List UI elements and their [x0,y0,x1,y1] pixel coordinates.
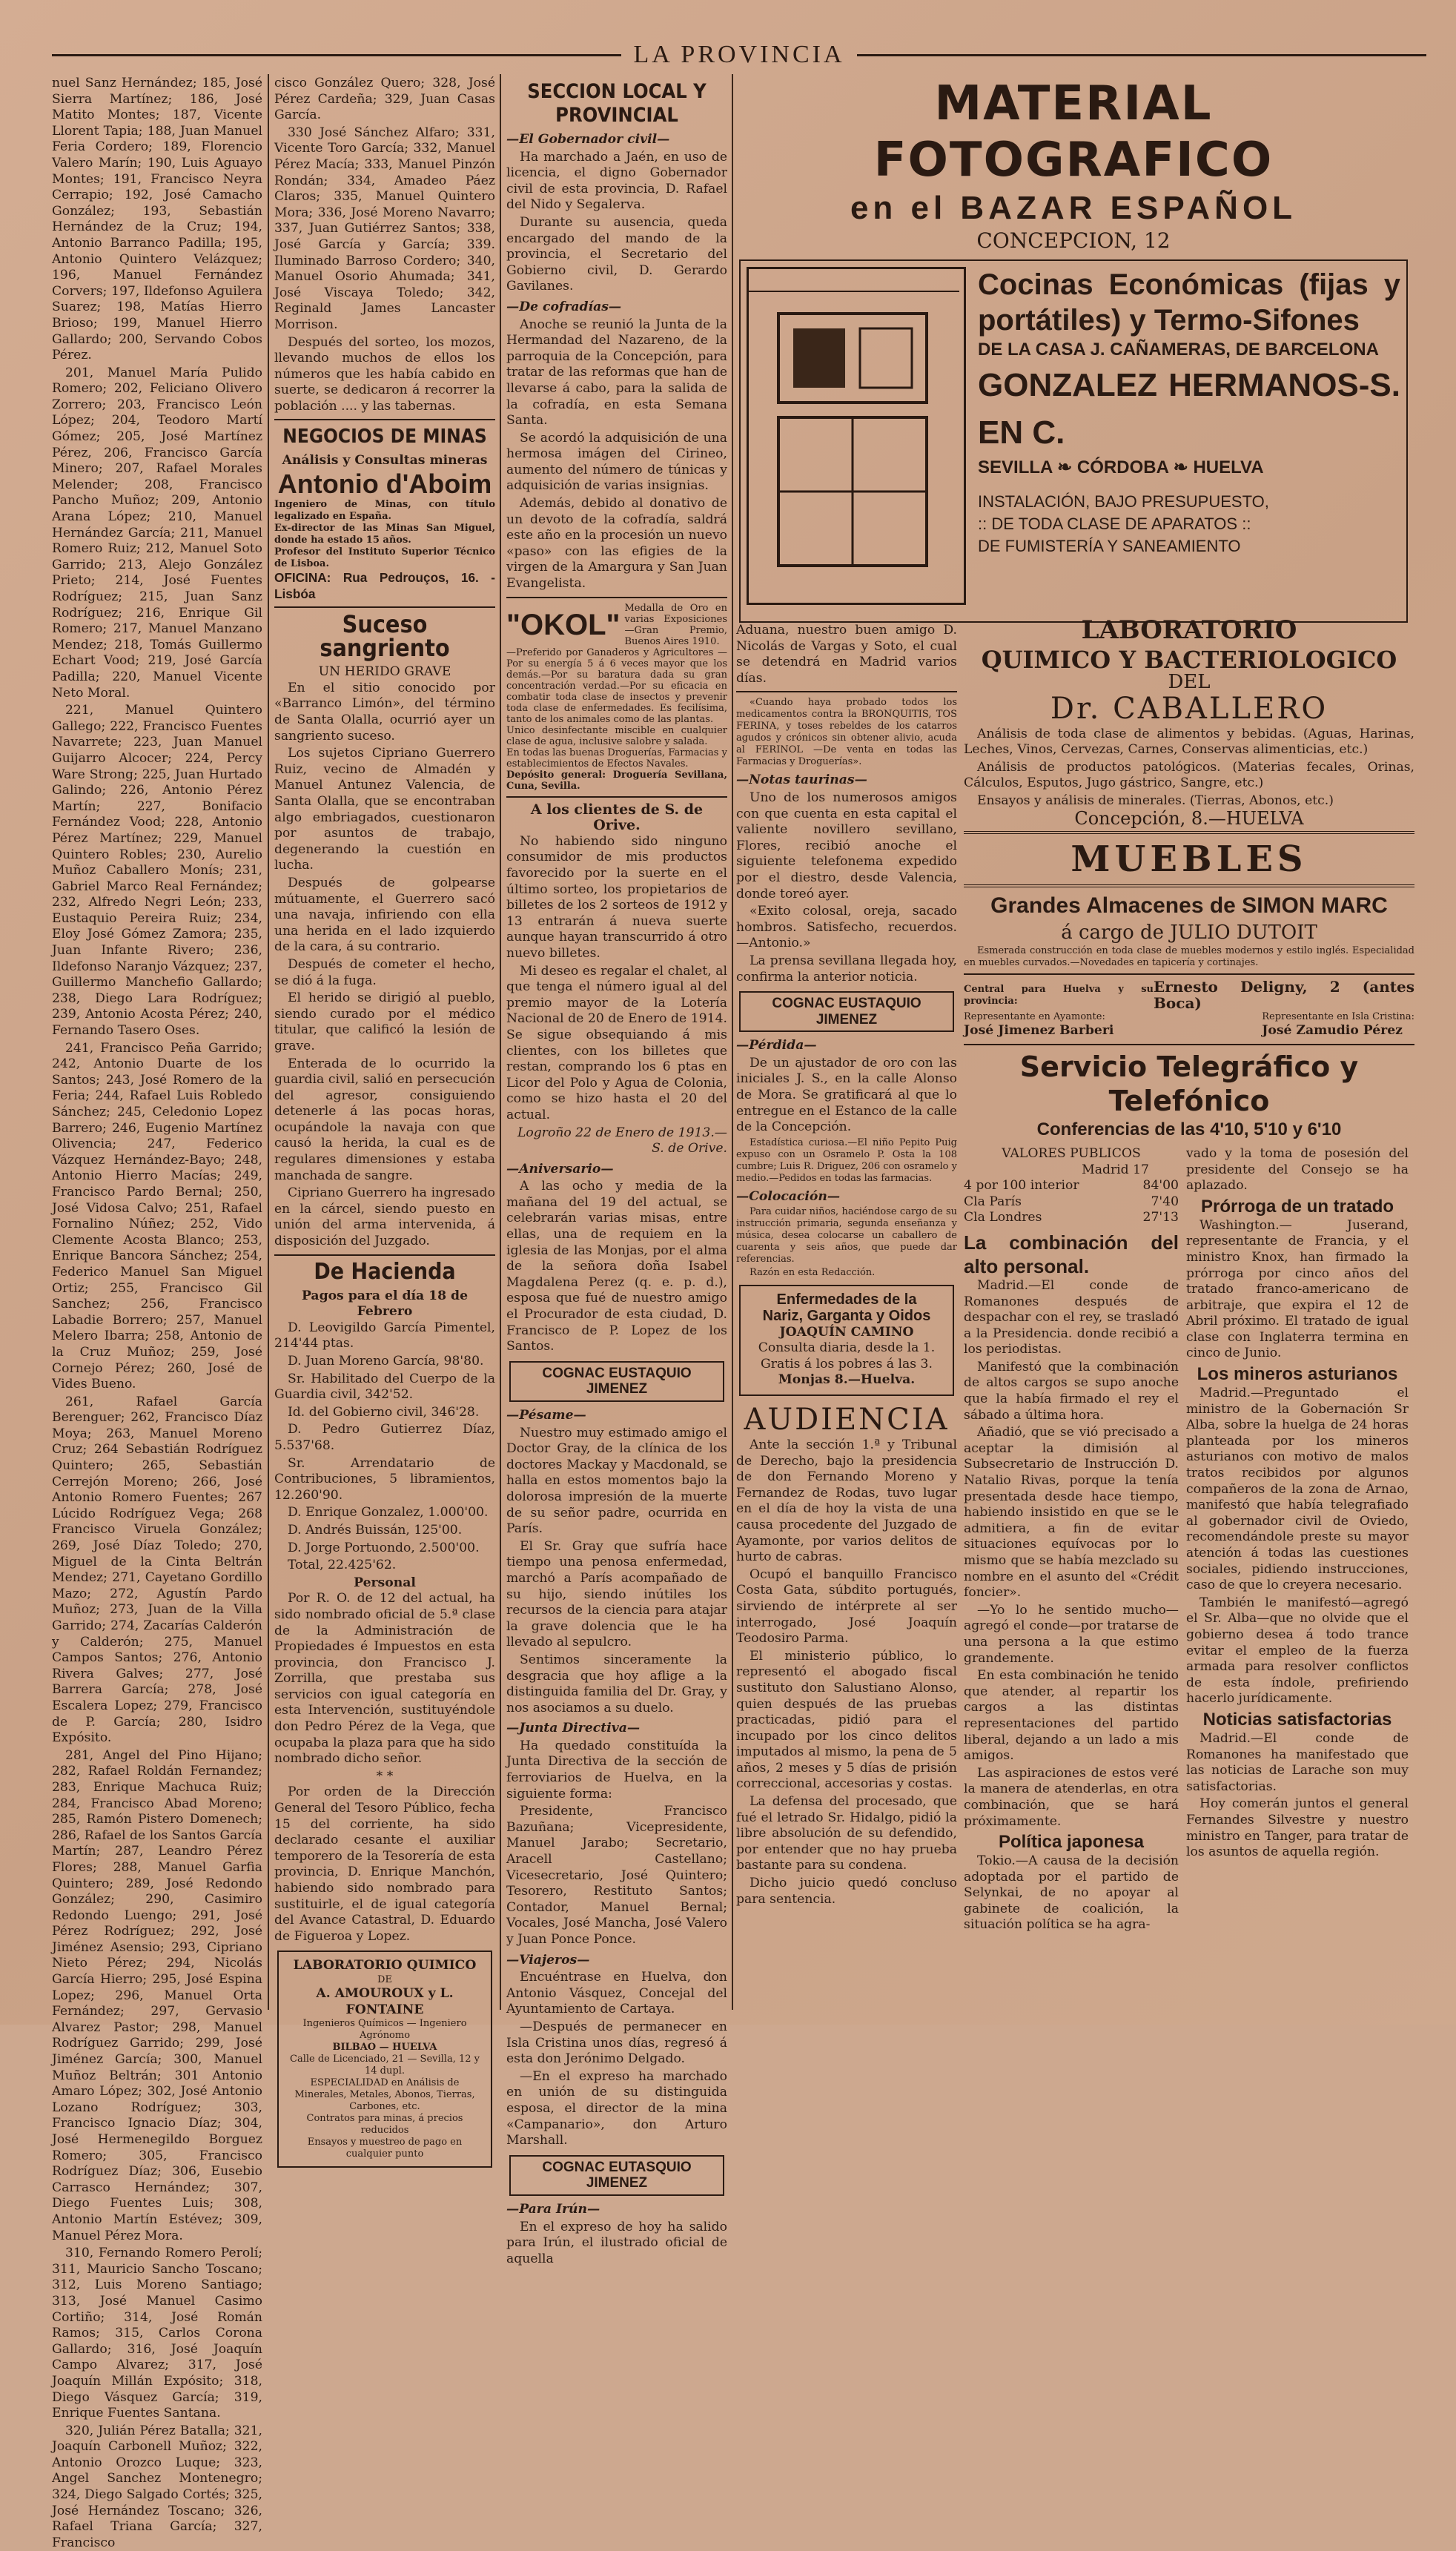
cognac-ad: COGNAC EUSTAQUIO JIMENEZ [509,1361,724,1402]
article-paragraph: También le manifestó—agregó el Sr. Alba—que no olvide que el gobierno desea á todo trance evitar el empleo de la fuerza armada para resolver conflictos de esta índole, prefiriendo hacerlo jurídicamente. [1186,1595,1409,1707]
article-paragraph: vado y la toma de posesión del presidente del Consejo se ha aplazado. [1186,1145,1409,1194]
cognac-ad: COGNAC EUTASQUIO JIMENEZ [509,2155,724,2196]
okol-text: —Preferido por Ganaderos y Agricultores —Por su energía 5 á 6 veces mayor que los demás.—Por su baratura dada su gran concentración verdad.—Por su eficacia en combatir toda clase de insectos y prevenir toda clase de enfermedades. Es fecilísima, tanto de los animales como de las plantas. [506,646,727,725]
rep-isla-cristina [1262,1011,1414,1039]
okol-medal: Medalla de Oro en varias Exposiciones —Gran Premio, Buenos Aires 1910. [624,602,727,647]
article-paragraph: Los sujetos Cipriano Guerrero Ruiz, vecino de Almadén y Manuel Antunez Valencia, de Santa Olalla, que se encontraban algo embriagados, cuestionaron por asuntos de trabajo, degenerando la cuestión en lucha. [274,746,495,873]
valores-value: 7'40 [1151,1194,1179,1209]
lab-caballero-text: Ensayos y análisis de minerales. (Tierras, Abonos, etc.) [977,793,1334,808]
column-separator [268,74,269,2010]
cognac-ad: COGNAC EUSTAQUIO JIMENEZ [739,991,954,1032]
subsection-heading: —Junta Directiva— [506,1721,641,1736]
politica-heading: Política japonesa [998,1832,1145,1853]
column-separator [500,74,501,2010]
column-2 [274,76,495,2160]
divider [964,1044,1414,1045]
rep-ayamonte [964,1011,1113,1039]
instalacion-line: INSTALACIÓN, BAJO PRESUPUESTO, [978,492,1269,511]
minas-line: Ingeniero de Minas, con título legalizado en España. [274,499,495,523]
hacienda-item: Id. del Gobierno civil, 346'28. [288,1404,480,1420]
central-row [964,979,1414,1011]
article-paragraph: Dicho juicio quedó concluso para sentencia. [736,1876,957,1907]
gonzalez-name: GONZALEZ HERMANOS-S. EN C. [978,367,1400,451]
prorroga-heading: Prórroga de un tratado [1200,1196,1394,1217]
lab-caballero-address: Concepción, 8.—HUELVA [1074,807,1304,829]
subsection-heading: —Viajeros— [506,1952,590,1968]
suceso-heading: Suceso sangriento [320,610,450,663]
material-fotografico-heading: MATERIAL FOTOGRAFICO [873,76,1274,188]
article-paragraph: Aduana, nuestro buen amigo D. Nicolás de Vargas y Soto, el cual se detendrá en Madrid varios días. [736,623,957,686]
article-paragraph: cisco González Quero; 328, José Pérez Cardeña; 329, Juan Casas García. [274,76,495,123]
divider [274,606,495,608]
article-paragraph: 201, Manuel María Pulido Romero; 202, Feliciano Olivero Zorrero; 203, Francisco León López; 204, Teodoro Martí Gómez; 205, José Martínez Pérez, 206, Francisco García Minero; 207, Rafael Morales Melender; 208, Francisco Pancho Muñoz; 209, Antonio Arana López; 210, Manuel Hernández García; 211, Manuel Romero Ruiz; 212, Manuel Soto Garrido; 213, Alejo González Prieto; 214, José Fuentes Rodríguez; 215, Juan Sanz Rodríguez; 216, Enrique Gil Romero; 217, Manuel Manzano Mendez; 218, Tomás Guillermo Echart Vood; 219, José García Padilla; 220, Manuel Vicente Neto Moral. [52,365,262,701]
hacienda-item: Total, 22.425'62. [288,1558,397,1573]
article-paragraph: No habiendo sido ninguno consumidor de mis productos favorecido por la suerte en el último sorteo, los propietarios de billetes de los 2 sorteos de 1912 y 13 entrarán á nueva suerte aunque hayan transcurrido á otro nuevo billetes. [506,833,727,961]
stove-drawing [749,269,959,598]
telegrafico-sub: Conferencias de las 4'10, 5'10 y 6'10 [1036,1119,1342,1139]
telegrafico-heading: Servicio Telegráfico y Telefónico [1019,1050,1359,1117]
hacienda-item: D. Jorge Portuondo, 2.500'00. [288,1540,480,1555]
article-paragraph: La prensa sevillana llegada hoy, confirma la anterior noticia. [736,953,957,985]
article-paragraph: Por R. O. de 12 del actual, ha sido nombrado oficial de 5.ª clase de la Administración de Propiedades é Impuestos en esta provincia, don Francisco J. Zorrilla, que prestaba sus servicios con igual categoría en esta Intervención, sustituyéndole don Pedro Pérez de la Vega, que ocupaba la plaza para que ha sido nombrado dicho señor. [274,1591,495,1767]
article-paragraph: En el sitio conocido por «Barranco Limón», del término de Santa Olalla, ocurrió ayer un sangriento suceso. [274,680,495,744]
muebles-manager: á cargo de JULIO DUTOIT [1061,922,1317,944]
article-paragraph: «Exito colosal, oreja, sacado hombros. Satisfecho, recuerdos.—Antonio.» [736,904,957,951]
divider [274,419,495,420]
cocinas-title: Cocinas Económicas (fijas y portátiles) y Termo-Sifones [978,268,1400,337]
article-paragraph: Tokio.—A causa de la decisión adoptada por el partido de Selynkai, de no apoyar al gabinete de coalición, la situación política se ha agra- [964,1853,1179,1933]
lab-samples: Ensayos y muestreo de pago en cualquier punto [307,2137,463,2160]
lab-caballero-text: Análisis de toda clase de alimentos y bebidas. (Aguas, Harinas, Leches, Vinos, Cervezas, Carnes, Conservas alimenticias, etc.) [964,726,1414,758]
article-paragraph: —Yo lo he sentido mucho—agregó el conde—por tratarse de una persona a la que estimo grandemente. [964,1602,1179,1666]
article-paragraph: —En el expreso ha marchado en unión de su distinguida esposa, el director de la mina «Campanario», don Arturo Marshall. [506,2068,727,2148]
valores-table [964,1178,1179,1226]
article-paragraph: nuel Sanz Hernández; 185, José Sierra Martínez; 186, José Matito Montes; 187, Vicente Llorent Tapia; 188, Juan Manuel Feria Cordero; 189, Florencio Valero Marín; 190, Luis Aguayo Montes; 191, Francisco Neyra Cerrapio; 192, José Camacho González; 193, Sebastián Hernández de la Cruz; 194, Antonio Barranco Padilla; 195, Antonio Quintero Velázquez; 196, Manuel Fernández Corvers; 197, Ildefonso Aguilera Suarez; 198, Matías Hierro Brioso; 199, Manuel Hierro Gallardo; 200, Servando Cobos Pérez. [52,76,262,363]
okol-depot: Depósito general: Droguería Sevillana, Cuna, Sevilla. [506,769,727,792]
article-paragraph: A las ocho y media de la mañana del 19 del actual, se celebrarán varias misas, entre ellas, una de requiem en la iglesia de las Monjas, por el alma de la señora doña Isabel Magdalena Perez (q. e. p. d.), esposa que fué de nuestro amigo el Procurador de esta ciudad, D. Francisco de P. Lopez de los Santos. [506,1179,727,1354]
article-paragraph: De un ajustador de oro con las iniciales J. S., en la calle Alonso de Mora. Se gratificará al que lo entregue en el Estanco de la calle de la Concepción. [736,1055,957,1135]
masthead-title: LA PROVINCIA [633,41,845,68]
lab-caballero-text: Análisis de productos patológicos. (Materias fecales, Orinas, Cálculos, Esputos, Jugo gástrico, Sangre, etc.) [964,759,1414,791]
lab-cities: BILBAO — HUELVA [332,2042,437,2054]
muebles-heading: MUEBLES [1071,838,1308,881]
column-separator [732,74,733,2010]
hacienda-item: Sr. Arrendatario de Contribuciones, 5 libramientos, 12.260'90. [274,1455,495,1503]
article-paragraph: 310, Fernando Romero Perolí; 311, Mauricio Sancho Toscano; 312, Luis Moreno Santiago; 313, José Manuel Casimo Cortiño; 314, José Román Ramos; 315, Carlos Corona Gallardo; 316, José Joaquín Campo Alvarez; 317, José Joaquín Millán Expósito; 318, Diego Vásquez García; 319, Enrique Fuentes Santana. [52,2246,262,2421]
masthead-rule-right [857,54,1426,56]
article-paragraph: Estadística curiosa.—El niño Pepito Puig expuso con un Osramelo P. Osta la 108 cumbre; Luis R. Driguez, 206 con osramelo y medio.—Pedidos en todas las farmacias. [736,1136,957,1184]
minas-office: OFICINA: Rua Pedrouços, 16. - Lisbóa [274,570,495,601]
article-paragraph: Además, debido al donativo de un devoto de la cofradía, saldrá este año en la procesión un nuevo «paso» con las efigies de la virgen de la Amargura y San Juan Evangelista. [506,496,727,592]
subsection-heading: —El Gobernador civil— [506,132,670,147]
lab-specialty: ESPECIALIDAD en Análisis de Minerales, Metales, Abonos, Tierras, Carbones, etc. [294,2077,475,2113]
divider [274,1254,495,1256]
article-paragraph: Añadió, que se vió precisado a aceptar la dimisión al Subsecretario de Instrucción D. Natalio Rivas, porque la tenía presentada desde hace tiempo, habiendo insistido en que se le admitiera, a fin de evitar situaciones equívocas por lo mismo que se había mezclado su nombre en el asunto del «Crédit foncier». [964,1425,1179,1601]
enf-line: Enfermedades de la [776,1291,917,1308]
hacienda-item: Sr. Habilitado del Cuerpo de la Guardia civil, 342'52. [274,1371,495,1403]
article-paragraph: En el expreso de hoy ha salido para Irún, el ilustrado oficial de aquella [506,2219,727,2266]
article-paragraph: Anoche se reunió la Junta de la Hermandad del Nazareno, de la parroquia de la Concepción, para tratar de las reformas que han de llevarse á cabo, para la salida de la cofradía, en esta Semana Santa. [506,317,727,429]
valores-label: Cla París [964,1194,1022,1209]
minas-heading: NEGOCIOS DE MINAS [282,426,487,449]
masthead-rule-left [52,54,621,56]
lab-caballero-l1: LABORATORIO [1081,615,1297,645]
divider [964,884,1414,887]
article-paragraph: Para cuidar niños, haciéndose cargo de su instrucción primaria, segunda enseñanza y música, desea colocarse un caballero de cuarenta y seis años, que puede dar referencias. [736,1206,957,1265]
enf-line: Gratis á los pobres á las 3. [761,1356,933,1372]
lab-caballero-l2: QUIMICO Y BACTERIOLOGICO [981,646,1397,674]
article-paragraph: Washington.— Juserand, representante de Francia, y el ministro Knox, han firmado la prórroga por cinco años del tratado franco-americano de arbitraje, que expira el 12 de Abril próximo. El tratado de igual clase con Inglaterra termina en cinco de Junio. [1186,1217,1409,1361]
hacienda-list [274,1320,495,1574]
enf-address: Monjas 8.—Huelva. [778,1372,916,1388]
rep-name: José Jimenez Barberi [964,1023,1114,1039]
lab-contracts: Contratos para minas, á precios reducidos [306,2113,463,2137]
lab-caballero-del: DEL [1168,671,1211,693]
enfermedades-ad [739,1285,954,1396]
material-subheading: en el BAZAR ESPAÑOL [850,190,1297,226]
article-paragraph: 281, Angel del Pino Hijano; 282, Rafael Roldán Fernandez; 283, Enrique Machuca Ruiz; 284, Francisco Abad Moreno; 285, Ramón Pistero Domenech; 286, Rafael de los Santos García Martín; 287, Leandro Pérez Flores; 288, Manuel Garfia Quintero; 289, José Redondo González; 290, Casimiro Redondo Luengo; 291, José Pérez Rodríguez; 292, José Jiménez Asensio; 293, Cipriano Nieto Pérez; 294, Nicolás García Hierro; 295, José Espina Lopez; 296, Manuel Orta Fernández; 297, Gervasio Alvarez Pastor; 298, Manuel Rodríguez Garrido; 299, José Jiménez García; 300, Manuel Muñoz Beltrán; 301 Antonio Amaro López; 302, José Antonio Lozano Rodríguez; 303, Francisco Ignacio Díaz; 304, José Hermenegildo Borguez Romero; 305, Francisco Rodríguez Díaz; 306, Eusebio Carrasco Hernández; 307, Diego Fuentes Luis; 308, Antonio Martín Estévez; 309, Manuel Pérez Mora. [52,1747,263,2243]
article-paragraph: —Después de permanecer en Isla Cristina unos días, regresó á esta don Jerónimo Delgado. [506,2019,727,2067]
noticias-heading: Noticias satisfactorias [1202,1709,1392,1730]
valores-value: 27'13 [1142,1210,1179,1225]
column-4 [736,623,957,2009]
enf-line: Consulta diaria, desde la 1. [758,1340,936,1356]
ferinol-ad: «Cuando haya probado todos los medicamentos contra la BRONQUITIS, TOS FERINA, y toses rebeldes de los catarros agudos y crónicos sin obtener alivio, acuda al FERINOL —De venta en todas las Farmacias y Droguerías». [736,697,957,768]
personal-heading: Personal [354,1575,416,1590]
article-paragraph: Después de golpearse mútuamente, el Guerrero sacó una navaja, infiriendo con ella una herida en el lado izquierdo de la cara, á su contrario. [274,875,495,955]
hacienda-item: D. Enrique Gonzalez, 1.000'00. [288,1505,489,1521]
article-paragraph: Las aspiraciones de estos veré la manera de atenderlas, en otra combinación, que se hará próximamente. [964,1765,1179,1829]
stove-illustration [747,267,966,605]
valores-row [964,1210,1179,1226]
cocinas-house: DE LA CASA J. CAÑAMERAS, DE BARCELONA [978,340,1379,360]
article-paragraph: Madrid.—Preguntado el ministro de la Gobernación Sr Alba, sobre la huelga de 24 horas planteada por los mineros asturianos con motivo de malos tratos recibidos por algunos compañeros de la zona de Arnao, manifestó que había telegrafiado al gobernador civil de Oviedo, recomendándole preste su mayor atención á todas las cuestiones sociales, pidiendo instrucciones, caso de que lo creyera necesario. [1186,1386,1409,1593]
subsection-heading: —Pérdida— [736,1038,817,1053]
enf-doctor: JOAQUÍN CAMINO [779,1324,914,1340]
signature: Logroño 22 de Enero de 1913.— S. de Orive. [517,1125,727,1157]
article-paragraph: El Sr. Gray que sufría hace tiempo una penosa enfermedad, marchó a París acompañado de su hijo, siendo inútiles los recursos de la ciencia para atajar la grave dolencia que le ha llevado al sepulcro. [506,1538,727,1650]
article-paragraph: Presidente, Francisco Bazuñana; Vicepresidente, Manuel Jarabo; Secretario, Aracell Castellano; Vicesecretario, José Quintero; Tesorero, Restituto Santos; Contador, Manuel Bernal; Vocales, José Mancha, José Valero y Juan Ponce Ponce. [506,1804,727,1947]
article-paragraph: Después de cometer el hecho, se dió á la fuga. [274,956,495,988]
okol-text: En todas las buenas Droguerías, Farmacias y establecimientos de Efectos Navales. [506,747,727,770]
rep-name: José Zamudio Pérez [1262,1023,1403,1039]
mineros-heading: Los mineros asturianos [1197,1364,1398,1385]
valores-row [964,1178,1179,1194]
article-paragraph: Durante su ausencia, queda encargado del mando de la provincia, el Secretario del Gobierno civil, D. Gerardo Gavilanes. [506,214,727,294]
column-1 [52,76,263,2550]
valores-row [964,1194,1179,1211]
material-address: CONCEPCION, 12 [976,228,1171,253]
central-name: Ernesto Deligny, 2 (antes Boca) [1154,978,1414,1012]
rep-label: Representante en Isla Cristina: [1262,1011,1414,1023]
article-paragraph: Encuéntrase en Huelva, don Antonio Vásquez, Concejal del Ayuntamiento de Cartaya. [506,1970,727,2017]
minas-line: Profesor del Instituto Superior Técnico de Lisboa. [274,546,495,570]
article-paragraph: En esta combinación he tenido que atender, al repartir los cargos a las distintas representaciones del partido liberal, dejando a un lado a mis amigos. [964,1668,1179,1764]
article-paragraph: 241, Francisco Peña Garrido; 242, Antonio Duarte de los Santos; 243, José Romero de la Feria; 244, Rafael Luis Robledo Sánchez; 245, Celedonio Lopez Barrero; 246, Eugenio Martínez Olivencia; 247, Federico Vázquez Hernández-Bayo; 248, Antonio Hierro Macías; 249, Francisco Pardo Bernal; 250, José Vidosa Calvo; 251, Rafael Fornalino Núñez; 252, Vido Clemente Acosta Blanco; 253, Enrique Bancora Sánchez; 254, Federico Manuel San Miguel Ortiz; 255, Francisco Gil Sanchez; 256, Francisco Labadie Borrero; 257, Manuel Melero Ibarra; 258, Antonio de la Cruz Muñoz; 259, José Cornejo Pérez; 260, José de Vides Bueno. [52,1040,262,1392]
article-paragraph: Ante la sección 1.ª y Tribunal de Derecho, bajo la presidencia de don Fernando Moreno y Fernandez de Rodas, tuvo lugar en el día de hoy la vista de una causa procedente del Juzgado de Ayamonte, por varios delitos de hurto de cabras. [736,1437,957,1565]
article-paragraph: Ha quedado constituída la Junta Directiva de la sección de ferroviarios de Huelva, en la siguiente forma: [506,1738,727,1801]
article-paragraph: Nuestro muy estimado amigo el Doctor Gray, de la clínica de los doctores Mackay y Macdonald, se halla en estos momentos bajo la dolorosa impresión de la muerte de su señor padre, ocurrida en París. [506,1425,727,1537]
lab-profession: Ingenieros Químicos — Ingeniero Agrónomo [302,2018,467,2042]
minas-name: Antonio d'Aboim [277,469,492,500]
divider [506,597,727,598]
article-paragraph: El ministerio público, lo representó el abogado fiscal sustituto don Salustiano Alonso, quien después de las pruebas practicadas, pidió para el incupado por los cinco delitos imputados al mismo, la pena de 5 años, 2 meses y 5 días de prisión correccional, accesorias y costas. [736,1648,957,1792]
article-paragraph: Por orden de la Dirección General del Tesoro Público, fecha 15 del corriente, ha sido declarado cesante el auxiliar temporero de la Tesorería de esta provincia, D. Enrique Manchón, habiendo sido nombrado para sustituirle, el de igual categoría del Avance Catastral, D. Eduardo de Figueroa y Lopez. [274,1784,495,1944]
column-3 [506,76,727,2266]
hacienda-item: D. Pedro Gutierrez Díaz, 5.537'68. [274,1422,495,1453]
valores-city: Madrid 17 [1082,1162,1149,1177]
hacienda-item: D. Leovigildo García Pimentel, 214'44 ptas. [274,1320,495,1351]
lab-addresses: Calle de Licenciado, 21 — Sevilla, 12 y 14 dupl. [290,2054,480,2077]
top-ads [736,76,1411,609]
clientes-heading: A los clientes de S. de Orive. [530,801,704,834]
divider [964,831,1414,834]
rep-label: Representante en Ayamonte: [964,1011,1105,1023]
article-paragraph: Uno de los numerosos amigos con que cuenta en esta capital el valiente novillero sevillano, Flores, recibió anoche el siguiente telefonema expedido por el diestro, desde Valencia, donde toreó ayer. [736,790,957,901]
cocinas-ad [739,259,1408,623]
divider [506,796,727,798]
valores-label: 4 por 100 interior [964,1178,1079,1194]
minas-subheading: Análisis y Consultas mineras [282,453,488,469]
article-paragraph: Cipriano Guerrero ha ingresado en la cárcel, siendo puesto en unión del arma intervenida, á disposición del Juzgado. [274,1185,495,1249]
instalacion-line: DE FUMISTERÍA Y SANEAMIENTO [978,537,1241,555]
lab-caballero-doctor: Dr. CABALLERO [1050,691,1328,726]
news-columns [964,1146,1414,1935]
instalacion-line: :: DE TODA CLASE DE APARATOS :: [978,514,1251,533]
okol-name: "OKOL" [506,608,621,641]
lab-de: DE [377,1973,392,1985]
subsection-heading: —Pésame— [506,1408,586,1423]
laboratorio-quimico-ad [277,1951,492,2168]
news-left [964,1146,1179,1935]
article-paragraph: 221, Manuel Quintero Gallego; 222, Francisco Fuentes Navarrete; 223, Juan Manuel Guijarro Alcocer; 224, Percy Ware Strong; 225, Juan Hurtado Galindo; 226, Antonio Pérez Martín; 227, Bonifacio Fernández Vood; 228, Antonio Pérez Martínez; 229, Manuel Quintero Robles; 230, Aurelio Muñoz Caballero Monís; 231, Gabriel Marco Real Fernández; 232, Alfredo Negri León; 233, Eustaquio Pereira Ruiz; 234, Eloy José Gómez Zamora; 235, Juan Infante Rivero; 236, Ildefonso Naranjo Vázquez; 237, Guillermo Manchefio Gallardo; 238, Diego Lara Rodríguez; 239, Antonio Acosta Pérez; 240, Fernando Tasero Oses. [52,703,262,1039]
instalacion-text [978,491,1400,557]
article-paragraph: 330 José Sánchez Alfaro; 331, Vicente Toro García; 332, Manuel Pérez Macía; 333, Manuel Pinzón Rondán; 334, Amadeo Páez Claros; 335, Manuel Quintero Mora; 336, José Moreno Navarro; 337, Juan Gutiérrez Santos; 338, José García y García; 339. Iluminado Barroso Cordero; 340, Manuel Osorio Ahumada; 341, José Viscaya Toledo; 342, Reginald James Lancaster Morrison. [274,125,495,332]
hacienda-heading: De Hacienda [314,1258,456,1285]
article-paragraph: Enterada de lo ocurrido la guardia civil, salió en persecución del agresor, consiguiendo detenerle á las pocas horas, ocupándole la navaja con que causó la herida, la cual es de regulares dimensiones y estaba manchada de sangre. [274,1056,495,1183]
article-paragraph: El herido se dirigió al pueblo, siendo curado por el médico titular, que calificó la lesión de grave. [274,990,495,1053]
gonzalez-cities: SEVILLA ❧ CÓRDOBA ❧ HUELVA [978,457,1264,477]
subsection-heading: —De cofradías— [506,299,622,314]
subsection-heading: —Colocación— [736,1188,841,1204]
suceso-subheading: UN HERIDO GRAVE [318,664,451,680]
valores-label: Cla Londres [964,1210,1042,1225]
hacienda-subheading: Pagos para el día 18 de Febrero [301,1288,469,1320]
hacienda-item: D. Andrés Buissán, 125'00. [288,1522,463,1538]
okol-text: Unico desinfectante miscible en cualquier clase de agua, inclusive salobre y salada. [506,724,727,747]
article-paragraph: 261, Rafael García Berenguer; 262, Francisco Díaz Moya; 263, Manuel Moreno Cruz; 264 Sebastián Rodríguez Quintero; 265, Sebastián Cerrejón Moreno; 266, José Antonio Romero Fuentes; 267 Lúcido Rodríguez Vega; 268 Francisco Viruela González; 269, José Díaz Toledo; 270, Miguel de la Cinta Beltrán Mendez; 271, Cayetano Gordillo Mazo; 272, Agustín Pardo Muñoz; 273, Juan de la Villa Garrido; 274, Zacarías Calderón y Calderón; 275, Manuel Campos Santos; 276, Antonio Rivera Galves; 277, José Barrera García; 278, José Escalera Lopez; 279, Francisco de P. García; 280, Isidro Expósito. [52,1394,262,1746]
seccion-local-heading: SECCION LOCAL Y PROVINCIAL [527,80,707,127]
combinacion-heading: La combinación del alto personal. [964,1231,1179,1277]
article-paragraph: Se acordó la adquisición de una hermosa imágen del Cirineo, aumento del número de túnicas y adquisición de varias insignias. [506,430,727,494]
article-paragraph: Ha marchado a Jaén, en uso de licencia, el digno Gobernador civil de esta provincia, D. Rafael del Nido y Segalerva. [506,149,727,213]
article-paragraph: Razón en esta Redacción. [749,1267,876,1279]
article-paragraph: Madrid.—El conde de Romanones después de despachar con el rey, se trasladó a la Presidencia. donde recibió a los periodistas. [964,1277,1179,1357]
divider [964,973,1414,975]
subsection-heading: —Notas taurinas— [736,772,867,788]
news-right [1186,1146,1409,1935]
muebles-text: Esmerada construcción en toda clase de muebles modernos y estilo inglés. Especialidad en muebles curvados.—Novedades en tapicería y cortinajes. [964,945,1414,969]
audiencia-heading: AUDIENCIA [744,1403,950,1437]
representantes-row [964,1011,1414,1039]
article-paragraph: Ocupó el banquillo Francisco Costa Gata, súbdito portugués, sirviendo de intérprete al ser interrogado, José Joaquín Teodosiro Parma. [736,1566,957,1647]
article-paragraph: Madrid.—El conde de Romanones ha manifestado que las noticias de Larache son muy satisfactorias. [1186,1730,1409,1794]
cocinas-text [978,267,1400,615]
subsection-heading: —Aniversario— [506,1161,614,1177]
article-paragraph: Hoy comerán juntos el general Fernandes Silvestre y nuestro ministro en Tanger, para tratar de los asuntos de aquella región. [1186,1796,1409,1860]
valores-value: 84'00 [1142,1178,1179,1194]
enf-line: Nariz, Garganta y Oidos [762,1308,931,1325]
okol-ad [506,603,727,792]
article-paragraph: La defensa del procesado, que fué el letrado Sr. Hidalgo, pidió la libre absolución de su defendido, por entender que no hay prueba bastante para su condena. [736,1794,957,1873]
article-paragraph: Sentimos sinceramente la desgracia que hoy aflige a la distinguida familia del Dr. Gray, y nos asociamos a su duelo. [506,1652,727,1715]
separator-stars: * * [376,1768,394,1784]
subsection-heading: —Para Irún— [506,2201,600,2217]
muebles-store: Grandes Almacenes de SIMON MARC [990,893,1388,919]
article-paragraph: Después del sorteo, los mozos, llevando muchos de ellos los números que les había cabido en suerte, se dedicaron á recorrer la población .... y las tabernas. [274,334,495,414]
article-paragraph: 320, Julián Pérez Batalla; 321, Joaquín Carbonell Muñoz; 322, Antonio Orozco Luque; 323, Angel Sanchez Montenegro; 324, Diego Salgado Cortés; 325, José Hernández Toscano; 326, Rafael Triana García; 327, Francisco [52,2423,262,2550]
column-5 [964,615,1414,2009]
lab-names: A. AMOUROUX y L. FONTAINE [316,1985,454,2017]
central-label: Central para Huelva y su provincia: [964,984,1154,1008]
valores-heading: VALORES PUBLICOS [1002,1145,1141,1161]
hacienda-item: D. Juan Moreno García, 98'80. [288,1354,484,1369]
masthead [52,40,1426,70]
divider [736,691,957,692]
article-paragraph: Manifestó que la combinación de altos cargos se supo anoche que la había firmado el rey el sábado a última hora. [964,1359,1179,1423]
minas-ad [274,425,495,602]
lab-title: LABORATORIO QUIMICO [293,1958,477,1973]
minas-line: Ex-director de las Minas San Miguel, donde ha estado 15 años. [274,523,495,546]
article-paragraph: Mi deseo es regalar el chalet, al que tenga el número igual al del premio mayor de la Lotería Nacional de 20 de Enero de 1914. Se sigue obsequiando á mis clientes, con los billetes que restan, comprando los 6 ptas en Licor del Polo y Agua de Colonia, como se hizo hasta el 20 del actual. [506,963,727,1122]
